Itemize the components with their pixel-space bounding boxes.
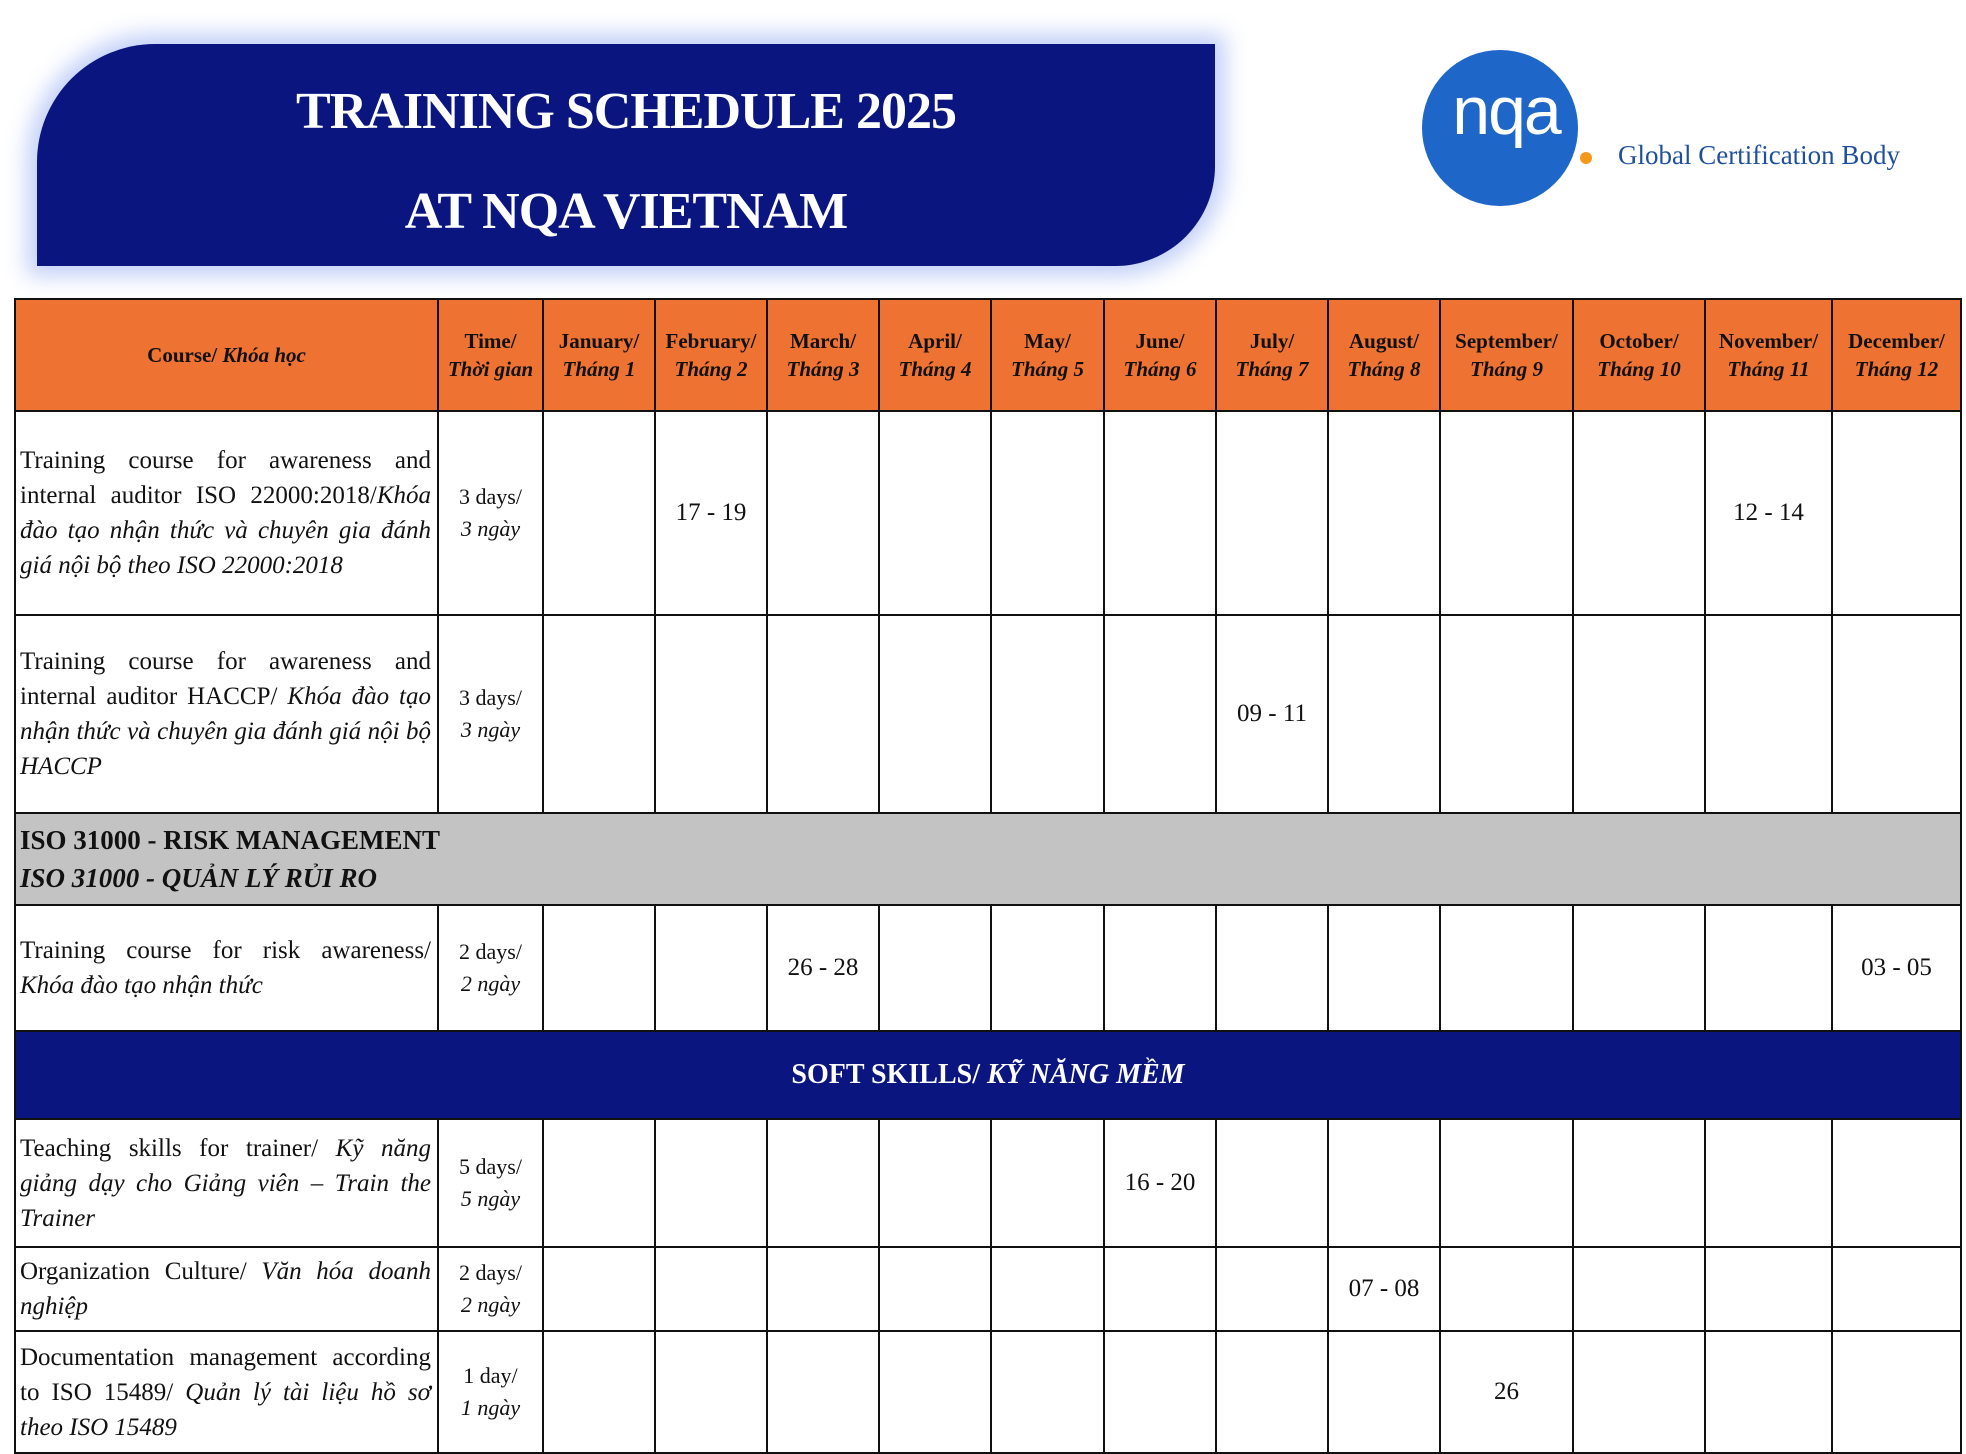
date-cell xyxy=(1440,615,1573,813)
logo-dot xyxy=(1580,152,1592,164)
date-cell xyxy=(1573,1119,1705,1247)
header-course: Course/ Khóa học xyxy=(15,299,438,411)
date-cell: 07 - 08 xyxy=(1328,1247,1440,1331)
date-cell xyxy=(991,1331,1104,1453)
date-cell xyxy=(1216,1331,1328,1453)
date-cell xyxy=(1832,1331,1961,1453)
logo-mark: nqa xyxy=(1452,73,1560,149)
date-cell: 03 - 05 xyxy=(1832,905,1961,1031)
date-cell xyxy=(991,411,1104,615)
header-month: July/ Tháng 7 xyxy=(1216,299,1328,411)
date-cell xyxy=(767,615,879,813)
header-month: October/ Tháng 10 xyxy=(1573,299,1705,411)
date-cell xyxy=(991,1119,1104,1247)
nqa-logo xyxy=(1422,50,1942,210)
duration-cell: 3 days/ 3 ngày xyxy=(438,411,543,615)
date-cell xyxy=(543,615,655,813)
date-cell xyxy=(1216,411,1328,615)
table-row xyxy=(15,411,1961,615)
duration-cell: 2 days/ 2 ngày xyxy=(438,1247,543,1331)
header-month: January/ Tháng 1 xyxy=(543,299,655,411)
date-cell xyxy=(1216,905,1328,1031)
header-month: February/ Tháng 2 xyxy=(655,299,767,411)
date-cell: 17 - 19 xyxy=(655,411,767,615)
date-cell xyxy=(879,905,991,1031)
date-cell xyxy=(879,1119,991,1247)
date-cell xyxy=(1573,411,1705,615)
header-month: March/ Tháng 3 xyxy=(767,299,879,411)
header-month: August/ Tháng 8 xyxy=(1328,299,1440,411)
date-cell xyxy=(1104,1331,1216,1453)
date-cell xyxy=(767,1331,879,1453)
date-cell xyxy=(543,1331,655,1453)
date-cell xyxy=(1705,905,1832,1031)
date-cell xyxy=(1104,1247,1216,1331)
date-cell xyxy=(1104,905,1216,1031)
date-cell xyxy=(543,1119,655,1247)
date-cell xyxy=(543,411,655,615)
date-cell: 16 - 20 xyxy=(1104,1119,1216,1247)
duration-cell: 3 days/ 3 ngày xyxy=(438,615,543,813)
date-cell: 26 xyxy=(1440,1331,1573,1453)
header-month: September/ Tháng 9 xyxy=(1440,299,1573,411)
date-cell xyxy=(1328,1331,1440,1453)
duration-cell: 2 days/ 2 ngày xyxy=(438,905,543,1031)
date-cell xyxy=(1440,1119,1573,1247)
date-cell xyxy=(991,615,1104,813)
date-cell xyxy=(1216,1119,1328,1247)
date-cell xyxy=(767,1119,879,1247)
date-cell xyxy=(655,1247,767,1331)
date-cell xyxy=(879,411,991,615)
date-cell xyxy=(767,411,879,615)
date-cell xyxy=(1573,615,1705,813)
header-month: November/ Tháng 11 xyxy=(1705,299,1832,411)
date-cell xyxy=(1328,1119,1440,1247)
section-heading-risk: ISO 31000 - RISK MANAGEMENT ISO 31000 - QUẢN LÝ RỦI RO xyxy=(15,813,1961,905)
date-cell xyxy=(1104,411,1216,615)
date-cell xyxy=(1705,1331,1832,1453)
date-cell xyxy=(767,1247,879,1331)
date-cell xyxy=(1705,615,1832,813)
date-cell xyxy=(1832,615,1961,813)
section-row-soft-skills xyxy=(15,1031,1961,1119)
date-cell xyxy=(1440,411,1573,615)
table-row xyxy=(15,905,1961,1031)
date-cell xyxy=(1832,1119,1961,1247)
header-month: December/ Tháng 12 xyxy=(1832,299,1961,411)
date-cell xyxy=(1328,905,1440,1031)
date-cell xyxy=(1573,1247,1705,1331)
date-cell xyxy=(1216,1247,1328,1331)
header-month: June/ Tháng 6 xyxy=(1104,299,1216,411)
date-cell: 12 - 14 xyxy=(1705,411,1832,615)
date-cell xyxy=(991,905,1104,1031)
table-row xyxy=(15,615,1961,813)
date-cell: 26 - 28 xyxy=(767,905,879,1031)
date-cell xyxy=(1573,1331,1705,1453)
course-cell: Organization Culture/ Văn hóa doanh nghiệp xyxy=(15,1247,438,1331)
schedule-table xyxy=(14,298,1962,1454)
table-row xyxy=(15,1247,1961,1331)
section-row-risk xyxy=(15,813,1961,905)
date-cell xyxy=(655,1331,767,1453)
table-row xyxy=(15,1331,1961,1453)
date-cell xyxy=(879,1331,991,1453)
date-cell xyxy=(1832,411,1961,615)
date-cell xyxy=(1440,1247,1573,1331)
course-cell: Training course for awareness and internal auditor HACCP/ Khóa đào tạo nhận thức và chuyên gia đánh giá nội bộ HACCP xyxy=(15,615,438,813)
date-cell xyxy=(879,1247,991,1331)
section-heading-soft-skills: SOFT SKILLS/ KỸ NĂNG MỀM xyxy=(15,1031,1961,1119)
date-cell xyxy=(1440,905,1573,1031)
date-cell: 09 - 11 xyxy=(1216,615,1328,813)
course-cell: Training course for awareness and internal auditor ISO 22000:2018/Khóa đào tạo nhận thức và chuyên gia đánh giá nội bộ theo ISO 22000:2018 xyxy=(15,411,438,615)
header-month: April/ Tháng 4 xyxy=(879,299,991,411)
course-cell: Training course for risk awareness/ Khóa đào tạo nhận thức xyxy=(15,905,438,1031)
date-cell xyxy=(655,615,767,813)
header-month: May/ Tháng 5 xyxy=(991,299,1104,411)
date-cell xyxy=(1104,615,1216,813)
date-cell xyxy=(655,1119,767,1247)
date-cell xyxy=(1328,615,1440,813)
date-cell xyxy=(879,615,991,813)
header-row xyxy=(15,299,1961,411)
table-row xyxy=(15,1119,1961,1247)
date-cell xyxy=(1328,411,1440,615)
date-cell xyxy=(655,905,767,1031)
course-cell: Teaching skills for trainer/ Kỹ năng giảng dạy cho Giảng viên – Train the Trainer xyxy=(15,1119,438,1247)
page-title: TRAINING SCHEDULE 2025 xyxy=(296,83,956,140)
date-cell xyxy=(1705,1119,1832,1247)
duration-cell: 5 days/ 5 ngày xyxy=(438,1119,543,1247)
date-cell xyxy=(1832,1247,1961,1331)
title-banner xyxy=(37,44,1215,266)
header-time: Time/ Thời gian xyxy=(438,299,543,411)
date-cell xyxy=(991,1247,1104,1331)
duration-cell: 1 day/ 1 ngày xyxy=(438,1331,543,1453)
date-cell xyxy=(543,1247,655,1331)
date-cell xyxy=(543,905,655,1031)
page-subtitle: AT NQA VIETNAM xyxy=(404,183,848,240)
logo-tagline: Global Certification Body xyxy=(1618,140,1900,170)
course-cell: Documentation management according to ISO 15489/ Quản lý tài liệu hồ sơ theo ISO 15489 xyxy=(15,1331,438,1453)
date-cell xyxy=(1705,1247,1832,1331)
date-cell xyxy=(1573,905,1705,1031)
